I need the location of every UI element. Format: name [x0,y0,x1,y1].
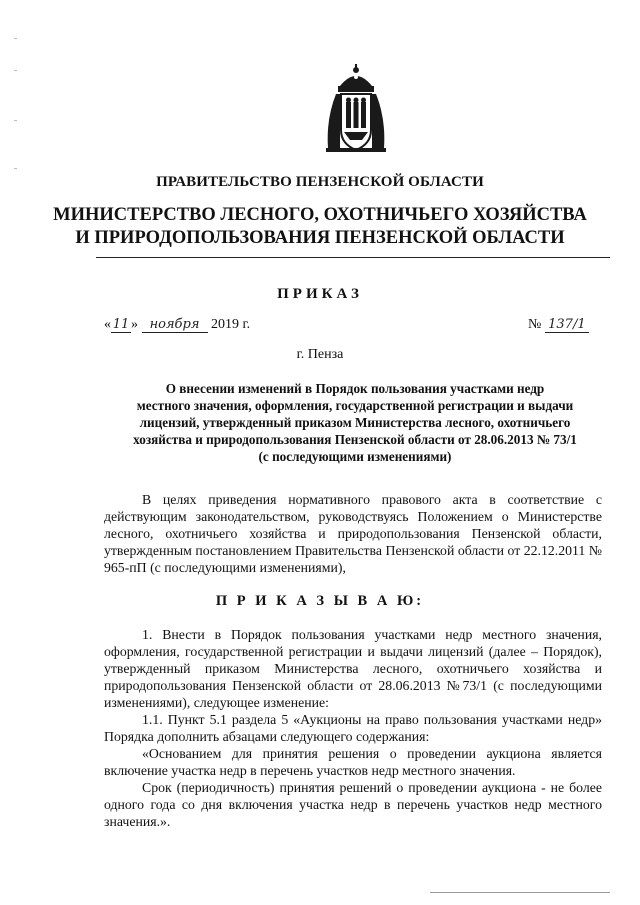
margin-mark [14,120,17,121]
date-month: ноября [142,318,208,333]
date-day: 11 [112,317,130,332]
ministry-title-line: МИНИСТЕРСТВО ЛЕСНОГО, ОХОТНИЧЬЕГО ХОЗЯЙСТВА [53,205,587,225]
number-label: № [528,317,542,332]
decree-heading: П Р И К А З Ы В А Ю: [215,593,425,609]
scan-artifact-line [430,892,610,893]
order-title: ПРИКАЗ [277,286,363,302]
body-paragraph: «Основанием для принятия решения о проведении аукциона является включение участка недр в перечень участков недр местного значения. [104,746,602,778]
subject-line: (с последующими изменениями) [258,449,452,464]
date-quote-close: » [131,317,138,332]
body-paragraph: 1. Внести в Порядок пользования участками недр местного значения, оформления, государственной регистрации и выдачи лицензий (далее – Порядок), утвержденный приказом Министерства лесного, охотничьего хозяйства и природопользования Пензенской области от 28.06.2013 №73/1 (с последующими изменениями), следующее изменение: [104,627,602,710]
order-number [528,317,589,333]
coat-of-arms-icon [322,64,390,154]
order-subject [110,380,600,465]
date-year: 2019 г. [211,317,251,332]
date-quote-open: « [104,317,111,332]
subject-line: лицензий, утвержденный приказом Министерства лесного, охотничьего [139,415,571,430]
subject-line: хозяйства и природопользования Пензенской области от 28.06.2013 № 73/1 [133,432,577,447]
number-value: 137/1 [545,318,589,333]
header-divider [96,257,610,258]
subject-line: О внесении изменений в Порядок пользования участками недр [165,381,545,396]
order-city: г. Пенза [296,347,344,362]
order-body [104,626,602,830]
preamble-text: В целях приведения нормативного правового акта в соответствие с действующим законодательством, руководствуясь Положением о Министерстве лесного, охотничьего хозяйства и природопользования Пензенской области, утвержденным постановлением Правительства Пензенской области от 22.12.2011 № 965-пП (с последующими изменениями), [104,492,602,575]
margin-mark [14,70,17,71]
subject-line: местного значения, оформления, государственной регистрации и выдачи [136,398,574,413]
ministry-title-line: И ПРИРОДОПОЛЬЗОВАНИЯ ПЕНЗЕНСКОЙ ОБЛАСТИ [75,228,565,248]
government-title: ПРАВИТЕЛЬСТВО ПЕНЗЕНСКОЙ ОБЛАСТИ [156,174,484,190]
margin-mark [14,38,17,39]
order-date [104,317,250,333]
body-paragraph: 1.1. Пункт 5.1 раздела 5 «Аукционы на право пользования участками недр» Порядка дополнить абзацами следующего содержания: [104,712,602,744]
body-paragraph: Срок (периодичность) принятия решений о проведении аукциона - не более одного года со дня включения участка недр в перечень участков недр местного значения.». [104,780,602,829]
margin-mark [14,168,17,169]
ministry-title [0,204,640,250]
preamble [104,491,602,576]
